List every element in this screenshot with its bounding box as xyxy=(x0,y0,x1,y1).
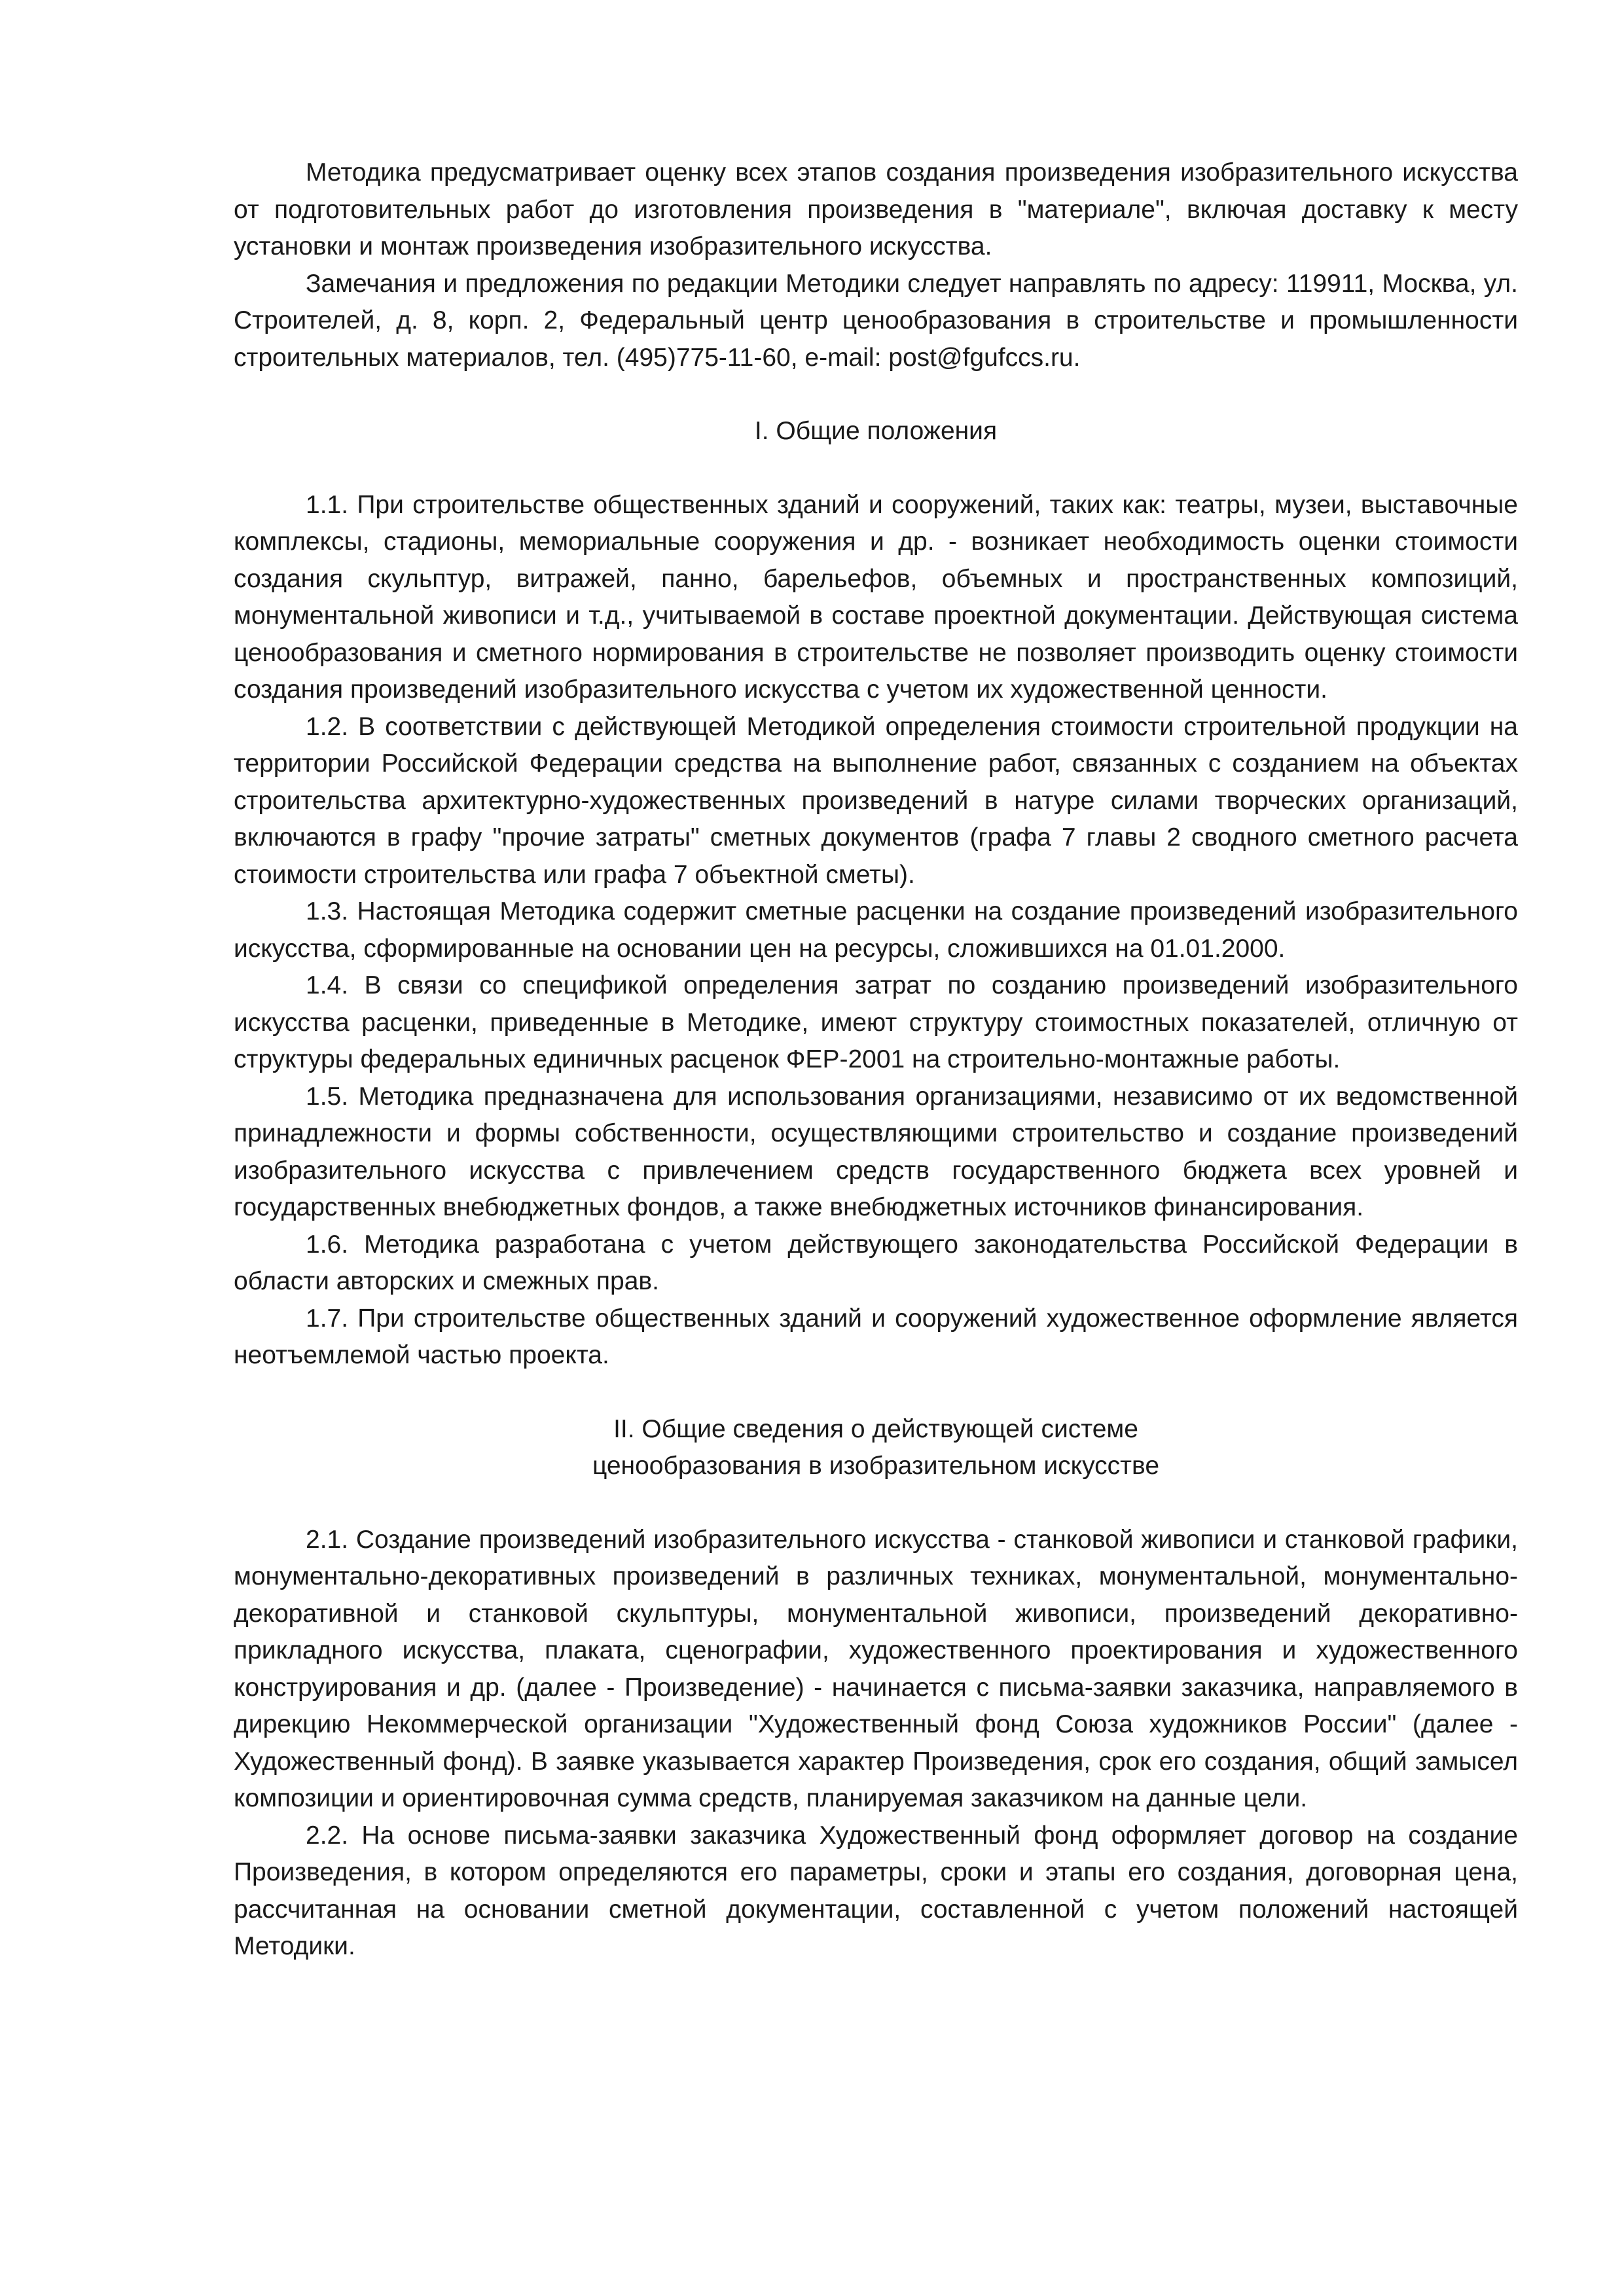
paragraph-1-5: 1.5. Методика предназначена для использования организациями, независимо от их ведомственной принадлежности и формы собственности, осуществляющими строительство и создание произведений изобразительного искусства с привлечением средств государственного бюджета всех уровней и государственных внебюджетных фондов, а также внебюджетных источников финансирования. xyxy=(234,1082,1518,1221)
spacer xyxy=(234,450,1518,487)
intro-paragraph-scope: Методика предусматривает оценку всех этапов создания произведения изобразительного искусства от подготовительных работ до изготовления произведения в "материале", включая доставку к месту установки и монтаж произведения изобразительного искусства. xyxy=(234,158,1518,260)
paragraph-1-2: 1.2. В соответствии с действующей Методикой определения стоимости строительной продукции на территории Российской Федерации средства на выполнение работ, связанных с созданием на объектах строительства архитектурно-художественных произведений в натуре силами творческих организаций, включаются в графу "прочие затраты" сметных документов (графа 7 главы 2 сводного сметного расчета стоимости строительства или графа 7 объектной сметы). xyxy=(234,712,1518,889)
paragraph-1-6: 1.6. Методика разработана с учетом действующего законодательства Российской Федерации в области авторских и смежных прав. xyxy=(234,1230,1518,1295)
paragraph-2-1: 2.1. Создание произведений изобразительного искусства - станковой живописи и станковой графики, монументально-декоративных произведений в различных техниках, монументальной, монументально-декоративной и станковой скульптуры, монументальной живописи, произведений декоративно-прикладного искусства, плаката, сценографии, художественного проектирования и художественного конструирования и др. (далее - Произведение) - начинается с письма-заявки заказчика, направляемого в дирекцию Некоммерческой организации "Художественный фонд Союза художников России" (далее - Художественный фонд). В заявке указывается характер Произведения, срок его создания, общий замысел композиции и ориентировочная сумма средств, планируемая заказчиком на данные цели. xyxy=(234,1525,1518,1812)
paragraph-1-7: 1.7. При строительстве общественных зданий и сооружений художественное оформление является неотъемлемой частью проекта. xyxy=(234,1304,1518,1369)
section-2-title-line-2: ценообразования в изобразительном искусстве xyxy=(592,1452,1160,1480)
intro-paragraph-contacts: Замечания и предложения по редакции Методики следует направлять по адресу: 119911, Москва, ул. Строителей, д. 8, корп. 2, Федеральный центр ценообразования в строительстве и промышленности строительных материалов, тел. (495)775-11-60, e-mail: post@fgufccs.ru. xyxy=(234,269,1518,372)
section-2-title-line-1: II. Общие сведения о действующей системе xyxy=(613,1414,1138,1443)
spacer xyxy=(234,1374,1518,1411)
spacer xyxy=(234,376,1518,413)
paragraph-2-2: 2.2. На основе письма-заявки заказчика Художественный фонд оформляет договор на создание Произведения, в котором определяются его параметры, сроки и этапы его создания, договорная цена, рассчитанная на основании сметной документации, составленной с учетом положений настоящей Методики. xyxy=(234,1821,1518,1960)
section-2-title xyxy=(234,1411,1518,1485)
paragraph-1-4: 1.4. В связи со спецификой определения затрат по созданию произведений изобразительного искусства расценки, приведенные в Методике, имеют структуру стоимостных показателей, отличную от структуры федеральных единичных расценок ФЕР-2001 на строительно-монтажные работы. xyxy=(234,971,1518,1073)
paragraph-1-1: 1.1. При строительстве общественных зданий и сооружений, таких как: театры, музеи, выставочные комплексы, стадионы, мемориальные сооружения и др. - возникает необходимость оценки стоимости создания скульптур, витражей, панно, барельефов, объемных и пространственных композиций, монументальной живописи и т.д., учитываемой в составе проектной документации. Действующая система ценообразования и сметного нормирования в строительстве не позволяет производить оценку стоимости создания произведений изобразительного искусства с учетом их художественной ценности. xyxy=(234,490,1518,704)
spacer xyxy=(234,1485,1518,1522)
document-body xyxy=(234,154,1518,1965)
paragraph-1-3: 1.3. Настоящая Методика содержит сметные расценки на создание произведений изобразительного искусства, сформированные на основании цен на ресурсы, сложившихся на 01.01.2000. xyxy=(234,897,1518,963)
section-1-title: I. Общие положения xyxy=(754,417,998,445)
